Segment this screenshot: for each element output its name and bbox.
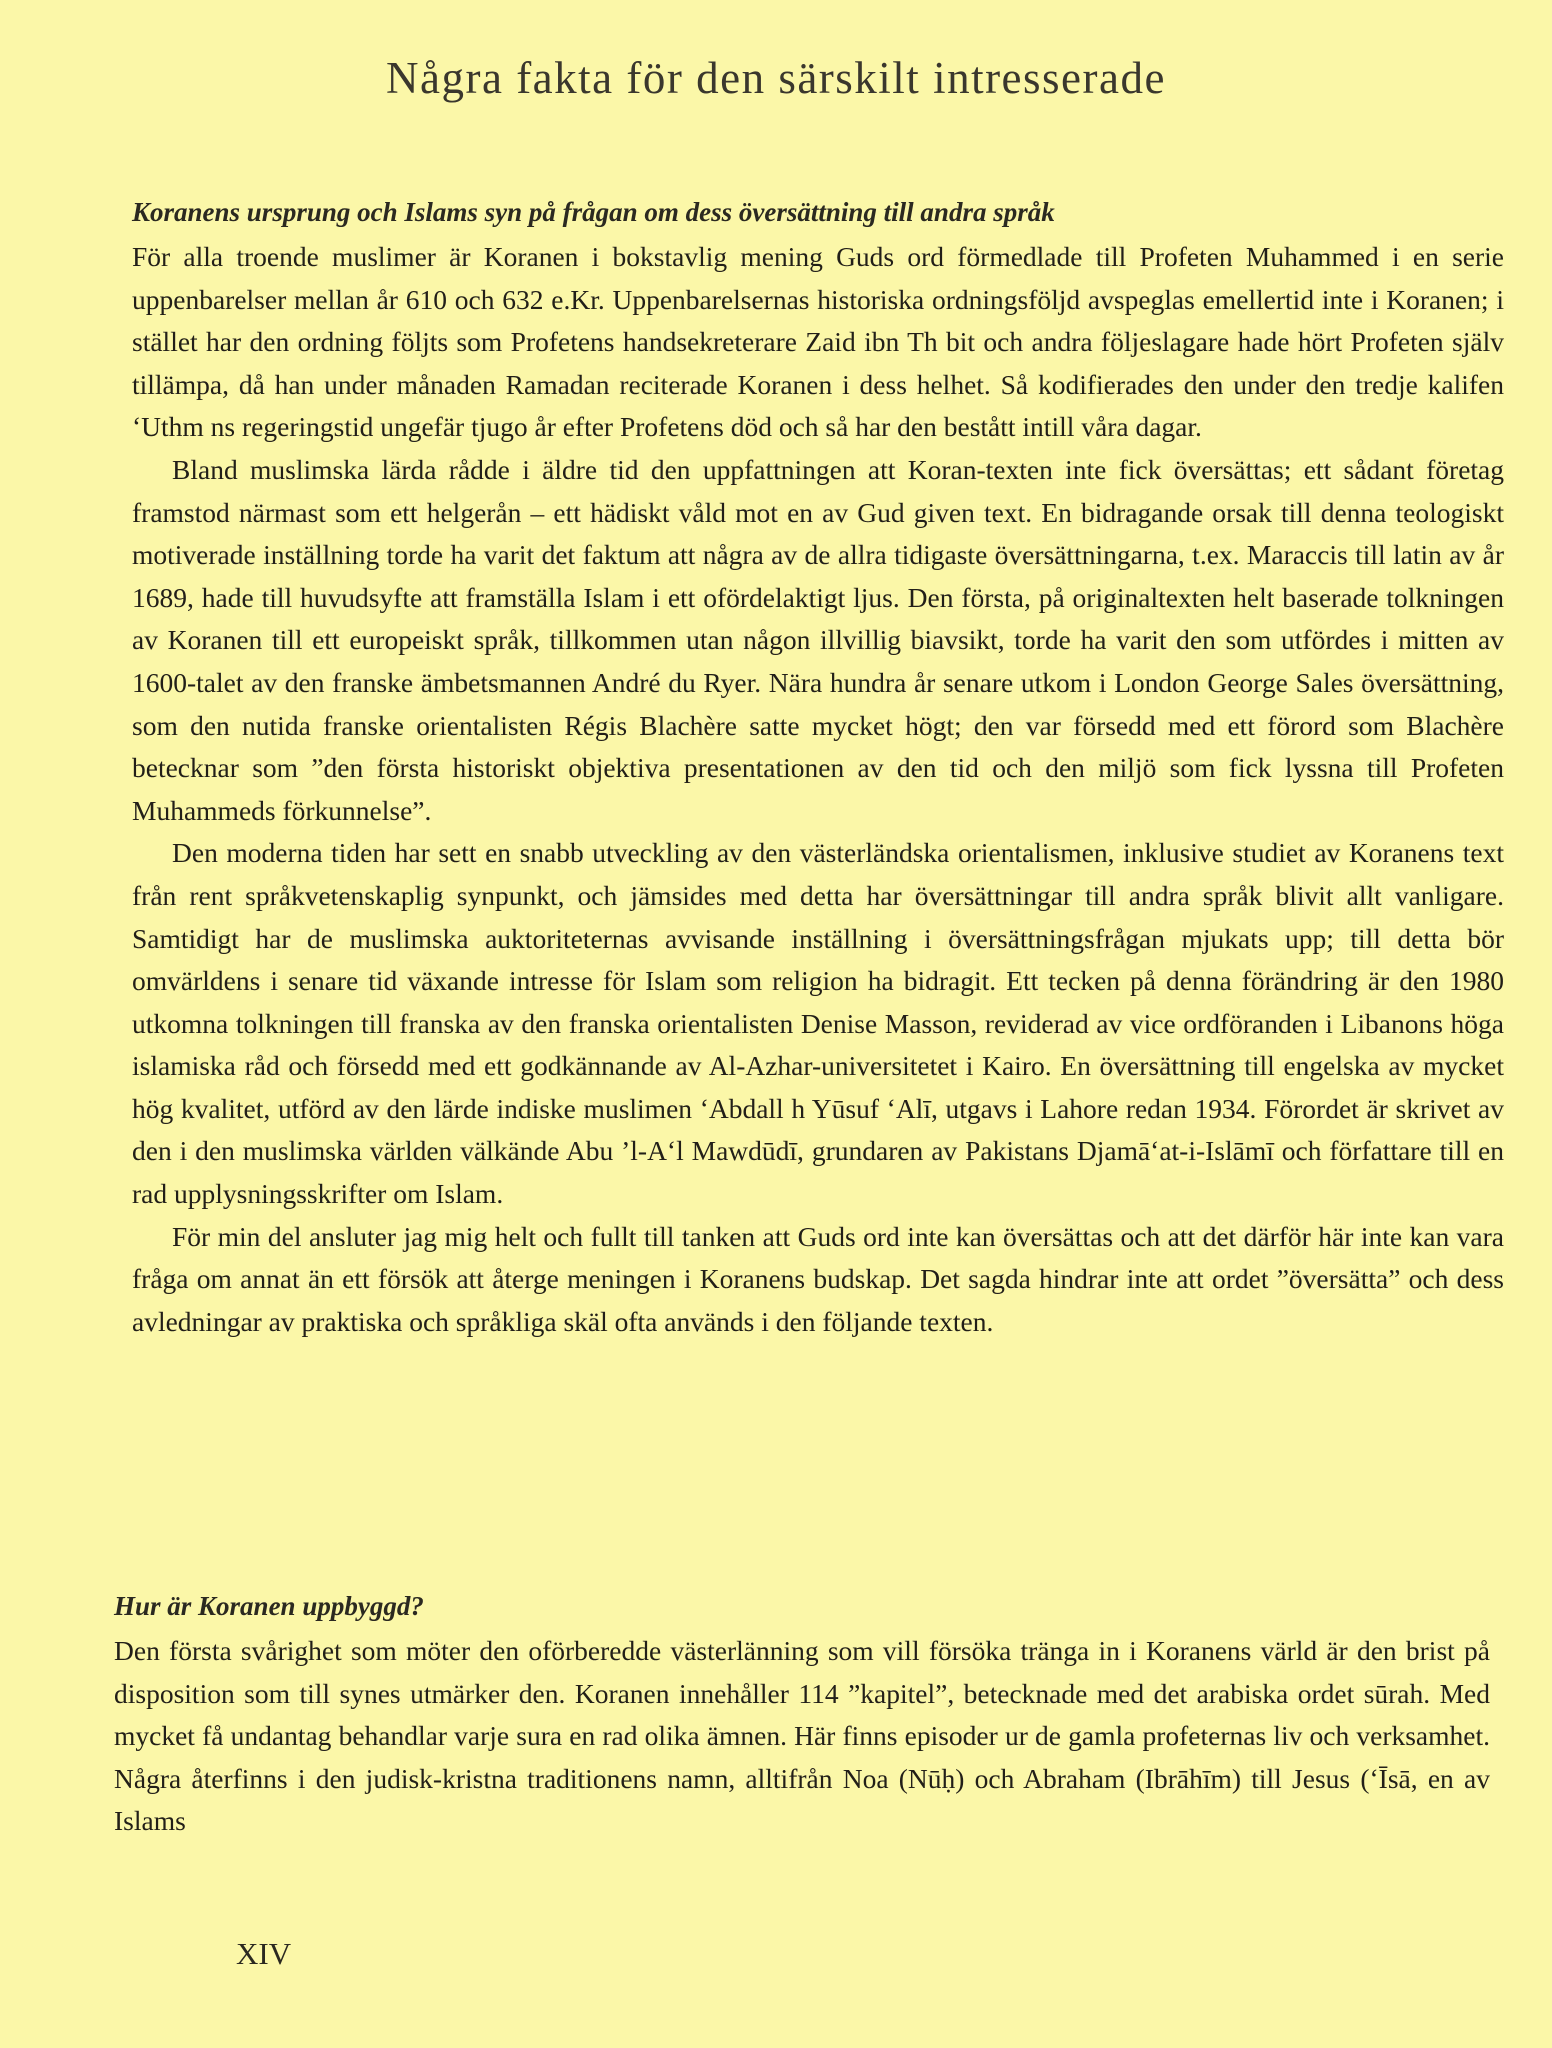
section-structure [114, 1591, 1490, 1843]
section-body [114, 1630, 1490, 1843]
section-heading: Koranens ursprung och Islams syn på frågan om dess översättning till andra språk [132, 197, 1055, 227]
paragraph: Den moderna tiden har sett en snabb utveckling av den västerländska orientalismen, inklusive studiet av Koranens text från rent språkvetenskaplig synpunkt, och jämsides med detta har översättningar till andra språk blivit allt vanligare. Samtidigt har de muslimska auktoriteternas avvisande inställning i översättningsfrågan mjukats upp; till detta bör omvärldens i senare tid växande intresse för Islam som religion ha bidragit. Ett tecken på denna förändring är den 1980 utkomna tolkningen till franska av den franska orientalisten Denise Masson, reviderad av vice ordföranden i Libanons höga islamiska råd och försedd med ett godkännande av Al-Azhar-universitetet i Kairo. En översättning till engelska av mycket hög kvalitet, utförd av den lärde indiske muslimen ‘Abdall h Yūsuf ‘Alī, utgavs i Lahore redan 1934. Förordet är skrivet av den i den muslimska världen välkände Abu ’l-A‘l Mawdūdī, grundaren av Pakistans Djamā‘at-i-Islāmī och författare till en rad upplysningsskrifter om Islam. [132, 837, 1504, 1210]
running-header: Några fakta för den särskilt intresserade [386, 53, 1166, 103]
paragraph: För min del ansluter jag mig helt och fullt till tanken att Guds ord inte kan översättas och att det därför här inte kan vara fråga om annat än ett försök att återge meningen i Koranens budskap. Det sagda hindrar inte att ordet ”översätta” och dess avledningar av praktiska och språkliga skäl ofta används i den följande texten. [132, 1220, 1504, 1337]
paragraph: Bland muslimska lärda rådde i äldre tid den uppfattningen att Koran-texten inte fick översättas; ett sådant företag framstod närmast som ett helgerån – ett hädiskt våld mot en av Gud given text. En bidragande orsak till denna teologiskt motiverade inställning torde ha varit det faktum att några av de allra tidigaste översättningarna, t.ex. Maraccis till latin av år 1689, hade till huvudsyfte att framställa Islam i ett ofördelaktigt ljus. Den första, på originaltexten helt baserade tolkningen av Koranen till ett europeiskt språk, tillkommen utan någon illvillig biavsikt, torde ha varit den som utfördes i mitten av 1600-talet av den franske ämbetsmannen André du Ryer. Nära hundra år senare utkom i London George Sales översättning, som den nutida franske orientalisten Régis Blachère satte mycket högt; den var försedd med ett förord som Blachère betecknar som ”den första historiskt objektiva presentationen av den tid och den miljö som fick lyssna till Profeten Muhammeds förkunnelse”. [132, 453, 1504, 826]
paragraph: Den första svårighet som möter den oförberedde västerlänning som vill försöka tränga in i Koranens värld är den brist på disposition som till synes utmärker den. Koranen innehåller 114 ”kapitel”, betecknade med det arabiska ordet sūrah. Med mycket få undantag behandlar varje sura en rad olika ämnen. Här finns episoder ur de gamla profeternas liv och verksamhet. Några återfinns i den judisk-kristna traditionens namn, alltifrån Noa (Nūḥ) och Abraham (Ibrāhīm) till Jesus (‘Īsā, en av Islams [114, 1635, 1490, 1837]
page-number: XIV [236, 1936, 292, 1971]
section-heading: Hur är Koranen uppbyggd? [114, 1591, 424, 1621]
section-body [132, 236, 1504, 1343]
paragraph: För alla troende muslimer är Koranen i bokstavlig mening Guds ord förmedlade till Profeten Muhammed i en serie uppenbarelser mellan år 610 och 632 e.Kr. Uppenbarelsernas historiska ordningsföljd avspeglas emellertid inte i Koranen; i stället har den ordning följts som Profetens handsekreterare Zaid ibn Th bit och andra följeslagare hade hört Profeten själv tillämpa, då han under månaden Ramadan reciterade Koranen i dess helhet. Så kodifierades den under den tredje kalifen ‘Uthm ns regeringstid ungefär tjugo år efter Profetens död och så har den bestått intill våra dagar. [132, 241, 1504, 443]
section-origin [132, 197, 1504, 1343]
